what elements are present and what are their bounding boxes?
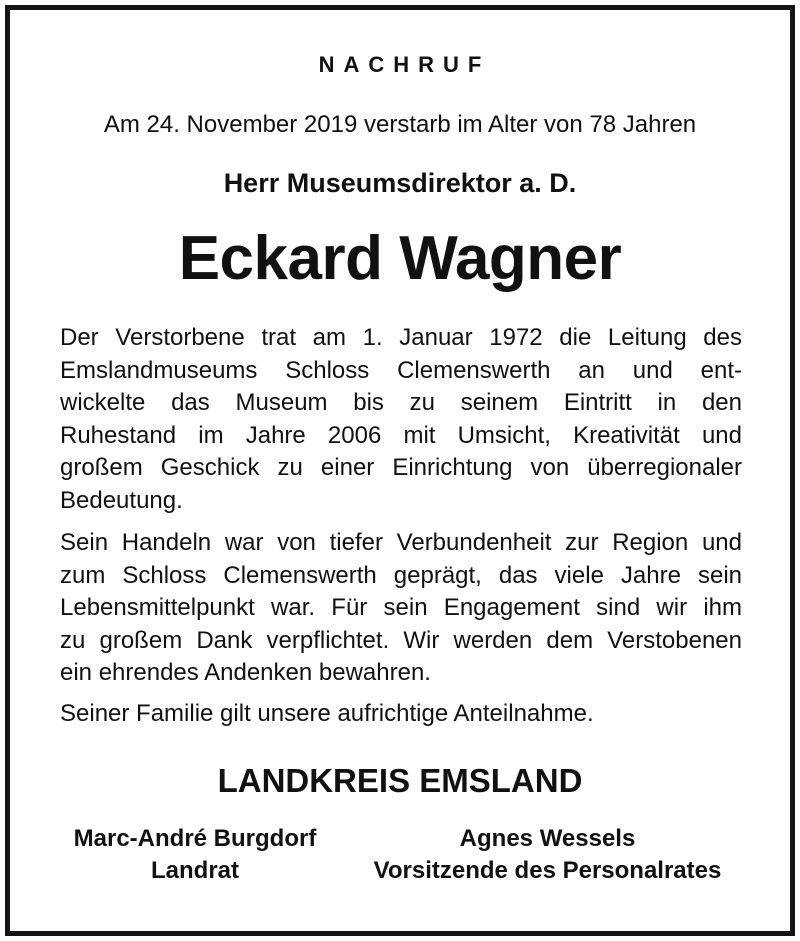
paragraph-line: Lebensmittelpunkt war. Für sein Engagement sind wir ihm: [60, 594, 742, 621]
biography-paragraph: [60, 322, 742, 517]
paragraph-line: zu großem Dank verpflichtet. Wir werden dem Verstobenen: [60, 626, 742, 654]
signatory-name: Marc-André Burgdorf: [73, 825, 317, 852]
signatory-right: [350, 823, 745, 887]
honorific-title: Herr Museumsdirektor a. D.: [223, 168, 577, 198]
deceased-name: Eckard Wagner: [178, 224, 622, 293]
signatory-role: Landrat: [150, 857, 239, 884]
signatory-name: Agnes Wessels: [459, 825, 636, 852]
death-announcement: Am 24. November 2019 verstarb im Alter von 78 Jahren: [103, 111, 697, 138]
paragraph-line: Ruhestand im Jahre 2006 mit Umsicht, Kreativität und: [60, 421, 742, 449]
paragraph-line: ein ehrendes Andenken bewahren.: [60, 659, 431, 686]
signatory-role: Vorsitzende des Personalrates: [373, 857, 722, 884]
paragraph-line: Sein Handeln war von tiefer Verbundenheit zur Region und: [60, 529, 742, 556]
obituary-heading: NACHRUF: [318, 52, 491, 77]
signatory-left: [40, 823, 350, 887]
paragraph-line: Seiner Familie gilt unsere aufrichtige Anteilnahme.: [60, 700, 594, 727]
paragraph-line: zum Schloss Clemenswerth geprägt, das viele Jahre sein: [60, 561, 742, 589]
paragraph-line: Der Verstorbene trat am 1. Januar 1972 die Leitung des: [60, 324, 742, 351]
paragraph-line: Emslandmuseums Schloss Clemenswerth an und ent-: [60, 356, 742, 384]
tribute-paragraph: [60, 527, 742, 690]
paragraph-line: großem Geschick zu einer Einrichtung von überregionaler: [60, 454, 742, 481]
paragraph-line: wickelte das Museum bis zu seinem Eintritt in den: [60, 389, 742, 416]
condolence-paragraph: [60, 698, 742, 731]
organization-name: LANDKREIS EMSLAND: [217, 762, 583, 799]
paragraph-line: Bedeutung.: [60, 486, 183, 514]
